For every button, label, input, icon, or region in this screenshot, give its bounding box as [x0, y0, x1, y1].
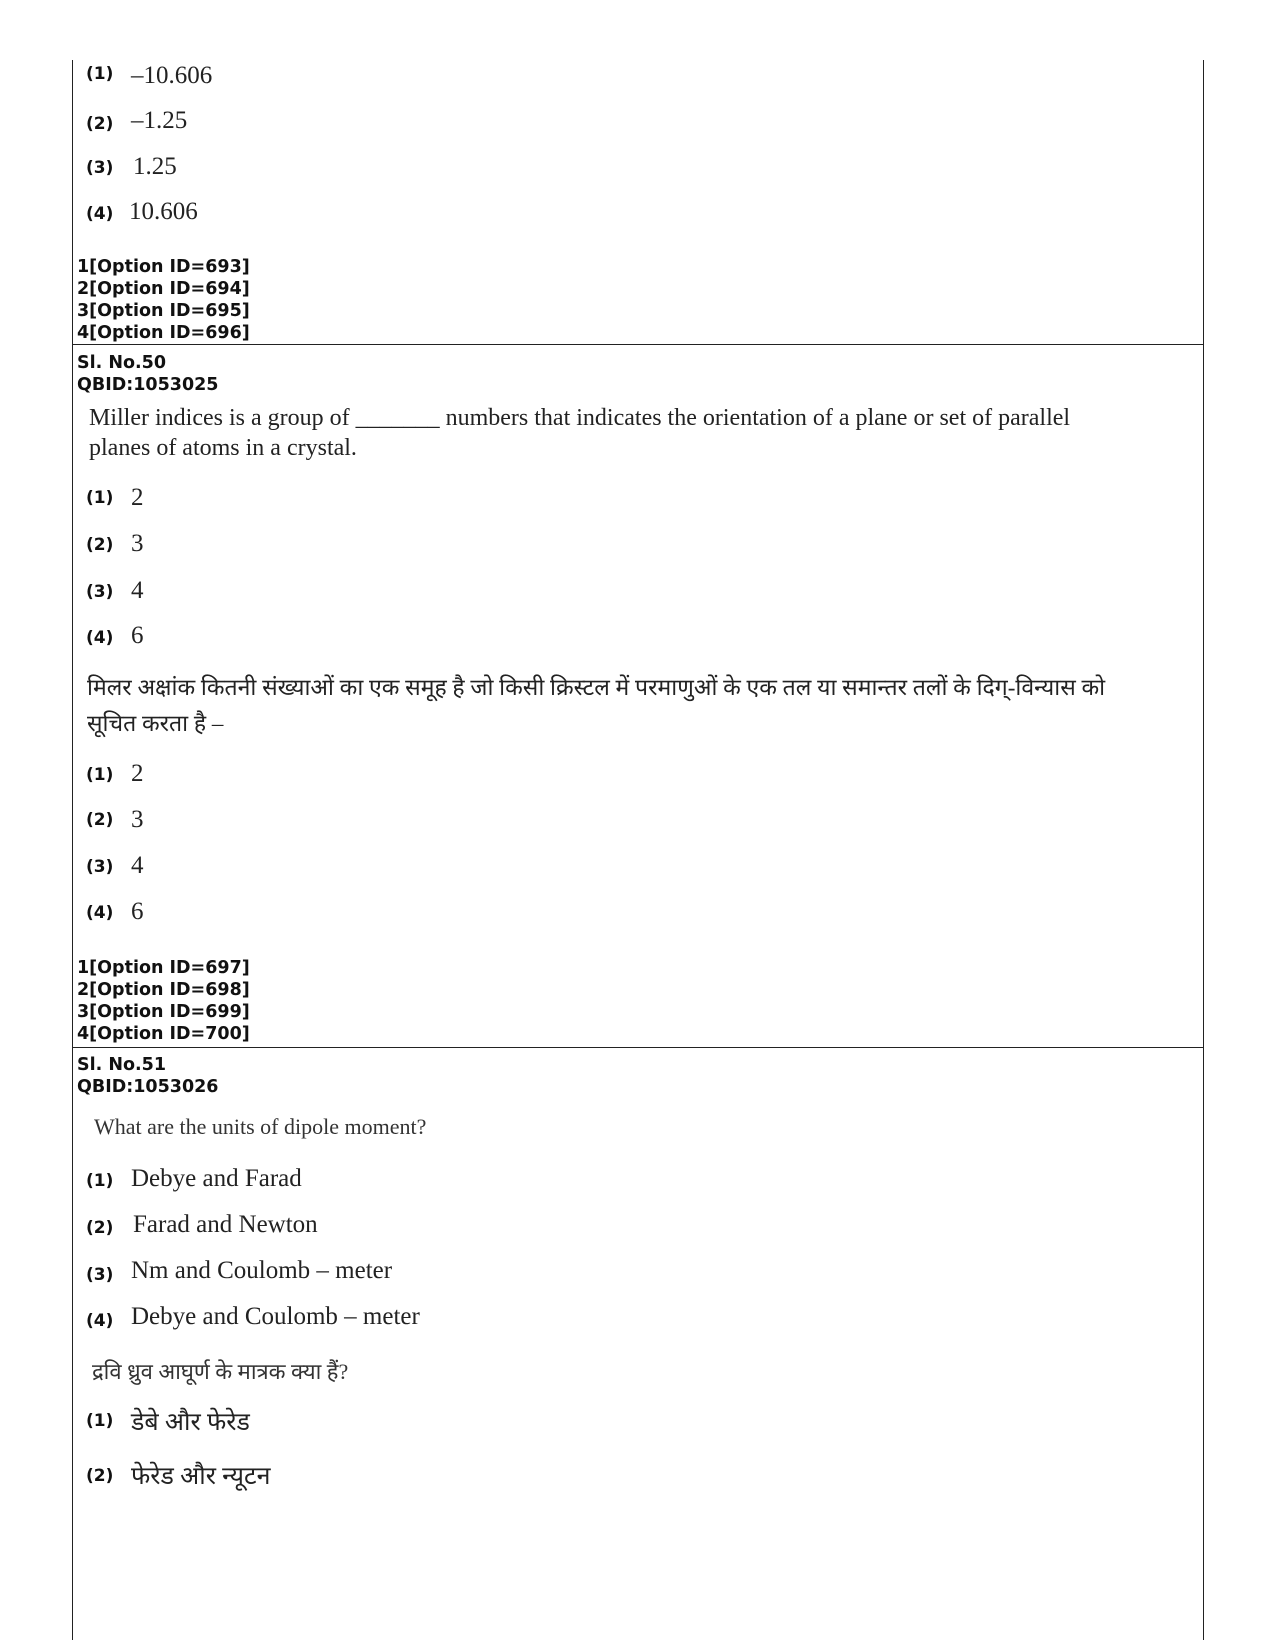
section-divider [72, 1047, 1204, 1048]
option-text: फेरेड और न्यूटन [131, 1463, 271, 1490]
option-id: 2[Option ID=694] [77, 279, 250, 299]
option-id-list [77, 256, 250, 344]
question-text-hindi: मिलर अक्षांक कितनी संख्याओं का एक समूह है जो किसी क्रिस्टल में परमाणुओं के एक तल या समान्तर तलों के दिग्-विन्यास को सूचित करता है – [87, 675, 1106, 736]
option-number: (2) [86, 114, 114, 134]
option-number: (2) [86, 1466, 114, 1486]
option-number: (4) [86, 204, 114, 224]
option-number: (3) [86, 1265, 114, 1285]
option-text: 3 [131, 530, 144, 557]
question-text-english: Miller indices is a group of _______ numbers that indicates the orientation of a plane or set of parallel planes of atoms in a crystal. [89, 405, 1071, 461]
option-number: (3) [86, 857, 114, 877]
option-number: (2) [86, 810, 114, 830]
option-number: (1) [86, 488, 114, 508]
option-number: (3) [86, 582, 114, 602]
qbid: QBID:1053025 [77, 375, 219, 395]
option-text: 4 [131, 577, 144, 604]
option-text: 6 [131, 898, 144, 925]
option-text: –10.606 [131, 62, 213, 89]
option-number: (1) [86, 64, 114, 84]
option-number: (1) [86, 1171, 114, 1191]
option-text: Nm and Coulomb – meter [131, 1257, 393, 1284]
option-number: (1) [86, 765, 114, 785]
option-number: (4) [86, 1311, 114, 1331]
option-text: 6 [131, 622, 144, 649]
option-text: डेबे और फेरेड [131, 1409, 250, 1436]
option-id: 4[Option ID=700] [77, 1024, 250, 1044]
option-text: 3 [131, 806, 144, 833]
option-text: 1.25 [133, 153, 177, 180]
option-id: 1[Option ID=693] [77, 257, 250, 277]
option-text: 2 [131, 760, 144, 787]
option-id: 4[Option ID=696] [77, 323, 250, 343]
option-text: –1.25 [131, 107, 188, 134]
question-50-header [77, 352, 219, 396]
option-id: 3[Option ID=699] [77, 1002, 250, 1022]
option-number: (1) [86, 1411, 114, 1431]
option-id-list [77, 957, 250, 1045]
option-number: (4) [86, 903, 114, 923]
qbid: QBID:1053026 [77, 1077, 219, 1097]
option-number: (4) [86, 628, 114, 648]
option-text: Debye and Farad [131, 1165, 302, 1192]
option-id: 3[Option ID=695] [77, 301, 250, 321]
option-text: 4 [131, 852, 144, 879]
option-id: 1[Option ID=697] [77, 958, 250, 978]
option-number: (2) [86, 535, 114, 555]
question-51-header [77, 1054, 219, 1098]
option-text: Debye and Coulomb – meter [131, 1303, 420, 1330]
option-text: 10.606 [129, 198, 198, 225]
option-text: 2 [131, 484, 144, 511]
option-number: (2) [86, 1218, 114, 1238]
serial-number: Sl. No.51 [77, 1055, 167, 1075]
option-number: (3) [86, 158, 114, 178]
section-divider [72, 344, 1204, 345]
option-id: 2[Option ID=698] [77, 980, 250, 1000]
question-text-hindi: द्रवि ध्रुव आघूर्ण के मात्रक क्या हैं? [92, 1359, 349, 1384]
serial-number: Sl. No.50 [77, 353, 167, 373]
option-text: Farad and Newton [133, 1211, 318, 1238]
question-text-english: What are the units of dipole moment? [94, 1114, 427, 1139]
